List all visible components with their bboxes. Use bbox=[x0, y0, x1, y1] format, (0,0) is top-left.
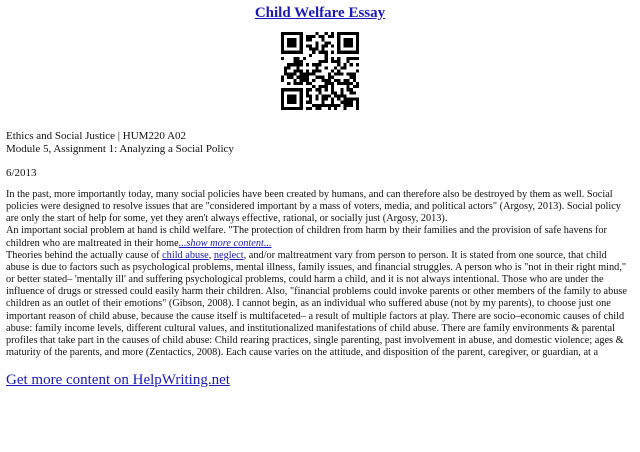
paragraph-3-text-a: Theories behind the actually cause of bbox=[6, 249, 163, 261]
paragraph-1: In the past, more importantly today, many social policies have been created by humans, and can therefore also be destroyed by them as well. Social policies were designed to resolve issues that are "considered important by a mass of voters, media, and political actors" (Argosy, 2013). Social policy are only the start of help for some, yet they aren't always effective, rational, or socially just (Argosy, 2013). bbox=[6, 189, 621, 225]
paragraph-3-text-b: , bbox=[208, 249, 214, 261]
date-line: 6/2013 bbox=[6, 167, 37, 179]
page-title[interactable]: Child Welfare Essay bbox=[254, 5, 386, 21]
module-line: Module 5, Assignment 1: Analyzing a Social Policy bbox=[6, 143, 234, 155]
essay-body bbox=[6, 189, 631, 359]
paragraph-2-text: An important social problem at hand is child welfare. "The protection of children from harm by their families and the provision of safe havens for children who are maltreated in their home bbox=[6, 225, 607, 249]
show-more-link[interactable]: ...show more content... bbox=[178, 237, 272, 249]
child-abuse-link[interactable]: child abuse bbox=[162, 249, 209, 261]
neglect-link[interactable]: neglect bbox=[213, 249, 244, 261]
qr-code-icon bbox=[281, 32, 359, 110]
paragraph-3-text-c: , and/or maltreatment vary from person to person. It is stated from one source, that child abuse is due to factors such as psychological problems, mental illness, family issues, and financial struggles. A person who is "not in their right mind," or better stated– 'mentally ill' and suffering psychological problems, could harm a child, and it is not always intentional. Those who are under the influence of drugs or stressed could easily harm their children. Also, "financial problems could invoke parents or other members of the family to abuse children as an outlet of their emotions" (Gibson, 2008). I cannot begin, as an individual who suffered abuse (not by my parents), to choose just one important reason of child abuse, because the cause itself is multifaceted– a result of multiple factors at play. There are socio–economic causes of child abuse: family income levels, different cultural values, and institutionalized manifestations of child abuse. There are family environments & parental profiles that take part in the causes of child abuse: Child rearing practices, single parenting, past involvement in abuse, and domestic violence; ages & maturity of the parents, and more (Zentactics, 2008). Each cause varies on the attitude, and disposition of the parent, caregiver, or guardian, at a bbox=[6, 249, 627, 359]
paragraph-3 bbox=[6, 250, 631, 359]
helpwriting-link[interactable]: Get more content on HelpWriting.net bbox=[6, 372, 230, 388]
paragraph-2 bbox=[6, 225, 631, 249]
course-line: Ethics and Social Justice | HUM220 A02 bbox=[6, 130, 187, 142]
